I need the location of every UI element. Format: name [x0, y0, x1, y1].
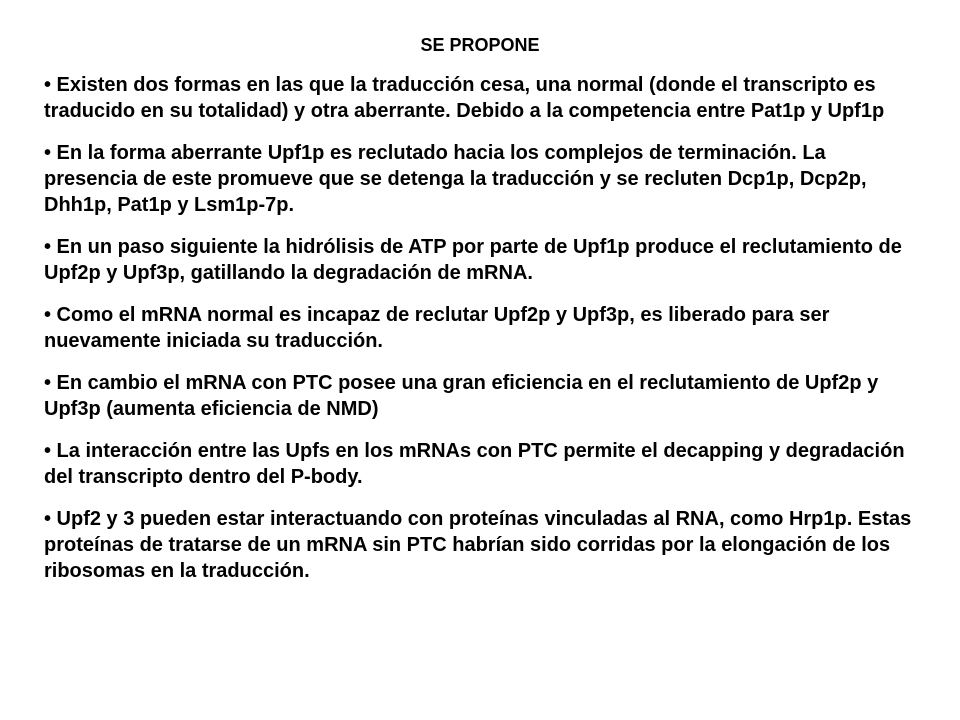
bullet-item-3: • En un paso siguiente la hidrólisis de ATP por parte de Upf1p produce el reclutamiento de Upf2p y Upf3p, gatillando la degradación de mRNA. [44, 236, 902, 284]
slide-title: SE PROPONE [420, 35, 540, 55]
bullet-item-2: • En la forma aberrante Upf1p es reclutado hacia los complejos de terminación. La presencia de este promueve que se detenga la traducción y se recluten Dcp1p, Dcp2p, Dhh1p, Pat1p y Lsm1p-7p. [44, 142, 867, 216]
bullet-item-4: • Como el mRNA normal es incapaz de reclutar Upf2p y Upf3p, es liberado para ser nuevamente iniciada su traducción. [44, 304, 830, 352]
bullet-item-1: • Existen dos formas en las que la traducción cesa, una normal (donde el transcripto es traducido en su totalidad) y otra aberrante. Debido a la competencia entre Pat1p y Upf1p [44, 74, 885, 122]
bullet-item-5: • En cambio el mRNA con PTC posee una gran eficiencia en el reclutamiento de Upf2p y Upf3p (aumenta eficiencia de NMD) [44, 372, 879, 420]
bullet-item-6: • La interacción entre las Upfs en los mRNAs con PTC permite el decapping y degradación del transcripto dentro del P-body. [44, 440, 905, 488]
bullet-list [44, 72, 924, 600]
bullet-item-7: • Upf2 y 3 pueden estar interactuando con proteínas vinculadas al RNA, como Hrp1p. Estas proteínas de tratarse de un mRNA sin PTC habrían sido corridas por la elongación de los ribosomas en la traducción. [44, 508, 912, 582]
